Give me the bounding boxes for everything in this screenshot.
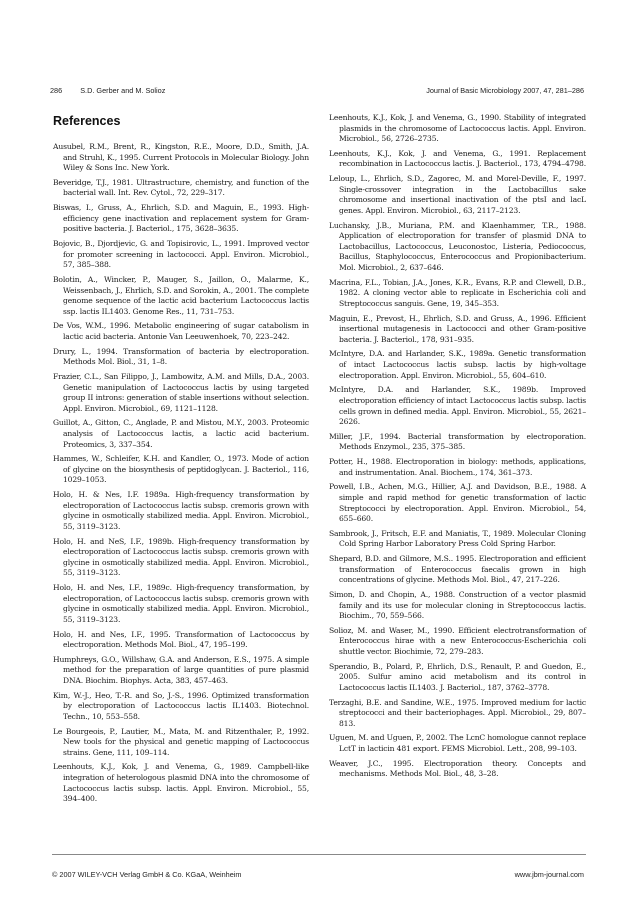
reference-entry: Kim, W.-J., Heo, T.-R. and So, J.-S., 1996. Optimized transformation by electroporation of Lactococcus lactis IL1403. Biotechnol. Techn., 10, 553–558.	[53, 690, 309, 721]
reference-entry: Luchansky, J.B., Muriana, P.M. and Klaenhammer, T.R., 1988. Application of electroporation for transfer of plasmid DNA to Lactobacillus, Lactococcus, Leuconostoc, Listeria, Pediococcus, Bacillus, Staphylococcus, Enterococcus and Propionibacterium. Mol. Microbiol., 2, 637–646.	[329, 220, 586, 272]
reference-entry: Sambrook, J., Fritsch, E.F. and Maniatis, T., 1989. Molecular Cloning Cold Spring Harbor Laboratory Press Cold Spring Harbor.	[329, 528, 586, 549]
footer-rule	[52, 854, 586, 855]
header-authors: S.D. Gerber and M. Solioz	[80, 86, 166, 95]
reference-entry: Macrina, F.L., Tobian, J.A., Jones, K.R., Evans, R.P. and Clewell, D.B., 1982. A cloning vector able to replicate in Escherichia coli and Streptococcus sanguis. Gene, 19, 345–353.	[329, 277, 586, 308]
references-heading: References	[53, 114, 121, 128]
reference-entry: Leenhouts, K.J., Kok, J. and Venema, G., 1989. Campbell-like integration of heterologous plasmid DNA into the chromosome of Lactococcus lactis subsp. lactis. Appl. Environ. Microbiol., 55, 394–400.	[53, 762, 309, 804]
reference-entry: McIntyre, D.A. and Harlander, S.K., 1989b. Improved electroporation efficiency of intact Lactococcus lactis subsp. lactis cells grown in defined media. Appl. Environ. Microbiol., 55, 2621–2626.	[329, 385, 586, 427]
reference-entry: Holo, H. & Nes, I.F. 1989a. High-frequency transformation by electroporation of Lactococcus lactis subsp. cremoris grown with glycine in osmotically stabilized media. Appl. Environ. Microbiol., 55, 3119–3123.	[53, 490, 309, 531]
reference-entry: Simon, D. and Chopin, A., 1988. Construction of a vector plasmid family and its use for molecular cloning in Streptococcus lactis. Biochim., 70, 559–566.	[329, 589, 586, 621]
references-column-left	[53, 142, 309, 809]
reference-entry: Humphreys, G.O., Willshaw, G.A. and Anderson, E.S., 1975. A simple method for the preparation of large quantities of pure plasmid DNA. Biochim. Biophys. Acta, 383, 457–463.	[53, 654, 309, 686]
header-journal: Journal of Basic Microbiology 2007, 47, 281–286	[426, 86, 584, 95]
reference-entry: Terzaghi, B.E. and Sandine, W.E., 1975. Improved medium for lactic streptococci and their bacteriophages. Appl. Microbiol., 29, 807–813.	[329, 697, 586, 728]
references-column-right	[329, 113, 586, 784]
reference-entry: De Vos, W.M., 1996. Metabolic engineering of sugar catabolism in lactic acid bacteria. Antonie Van Leeuwenhoek, 70, 223–242.	[53, 321, 309, 341]
reference-entry: Shepard, B.D. and Gilmore, M.S.. 1995. Electroporation and efficient transformation of Enterococcus faecalis grown in high concentrations of glycine. Methods Mol. Biol., 47, 217–226.	[329, 554, 586, 585]
footer-url[interactable]: www.jbm-journal.com	[514, 870, 584, 879]
reference-entry: Beveridge, T.J., 1981. Ultrastructure, chemistry, and function of the bacterial wall. Int. Rev. Cytol., 72, 229–317.	[53, 177, 309, 198]
reference-entry: McIntyre, D.A. and Harlander, S.K., 1989a. Genetic transformation of intact Lactococcus lactis subsp. lactis by high-voltage electroporation. Appl. Environ. Microbiol., 55, 604–610.	[329, 349, 586, 380]
reference-entry: Biswas, I., Gruss, A., Ehrlich, S.D. and Maguin, E., 1993. High-efficiency gene inactivation and replacement system for Gram-positive bacteria. J. Bacteriol., 175, 3628–3635.	[53, 203, 309, 234]
running-header-left	[50, 86, 165, 95]
reference-entry: Frazier, C.L., San Filippo, J., Lambowitz, A.M. and Mills, D.A., 2003. Genetic manipulation of Lactococcus lactis by using targeted group II introns: generation of stable insertions without selection. Appl. Environ. Microbiol., 69, 1121–1128.	[53, 371, 309, 413]
reference-entry: Drury, L., 1994. Transformation of bacteria by electroporation. Methods Mol. Biol., 31, 1–8.	[53, 346, 309, 367]
footer-copyright: © 2007 WILEY-VCH Verlag GmbH & Co. KGaA, Weinheim	[52, 870, 242, 879]
reference-entry: Leenhouts, K.J., Kok, J. and Venema, G., 1991. Replacement recombination in Lactococcus lactis. J. Bacteriol., 173, 4794–4798.	[329, 148, 586, 169]
reference-entry: Guillot, A., Gitton, C., Anglade, P. and Mistou, M.Y., 2003. Proteomic analysis of Lactococcus lactis, a lactic acid bacterium. Proteomics, 3, 337–354.	[53, 418, 309, 449]
reference-entry: Powell, I.B., Achen, M.G., Hillier, A.J. and Davidson, B.E., 1988. A simple and rapid method for genetic transformation of lactic Streptococci by electroporation. Appl. Environ. Microbiol., 54, 655–660.	[329, 482, 586, 524]
reference-entry: Hammes, W., Schleifer, K.H. and Kandler, O., 1973. Mode of action of glycine on the biosynthesis of peptidoglycan. J. Bacteriol., 116, 1029–1053.	[53, 454, 309, 485]
reference-entry: Leloup, L., Ehrlich, S.D., Zagorec, M. and Morel-Deville, F., 1997. Single-crossover integration in the Lactobacillus sake chromosome and insertional inactivation of the ptsI and lacL genes. Appl. Environ. Microbiol., 63, 2117–2123.	[329, 174, 586, 215]
reference-entry: Potter, H., 1988. Electroporation in biology: methods, applications, and instrumentation. Anal. Biochem., 174, 361–373.	[329, 457, 586, 477]
reference-entry: Bojovic, B., Djordjevic, G. and Topisirovic, L., 1991. Improved vector for promoter screening in lactococci. Appl. Environ. Microbiol., 57, 385–388.	[53, 239, 309, 270]
reference-entry: Holo, H. and Nes, I.F., 1989c. High-frequency transformation, by electroporation, of Lactococcus lactis subsp. cremoris grown with glycine in osmotically stabilized media. Appl. Environ. Microbiol., 55, 3119–3123.	[53, 583, 309, 624]
reference-entry: Solioz, M. and Waser, M., 1990. Efficient electrotransformation of Enterococcus hirae with a new Enterococcus-Escherichia coli shuttle vector. Biochimie, 72, 279–283.	[329, 625, 586, 657]
page-number: 286	[50, 86, 63, 95]
reference-entry: Holo, H. and Nes, I.F., 1995. Transformation of Lactococcus by electroporation. Methods Mol. Biol., 47, 195–199.	[53, 629, 309, 650]
reference-entry: Leenhouts, K.J., Kok, J. and Venema, G., 1990. Stability of integrated plasmids in the chromosome of Lactococcus lactis. Appl. Environ. Microbiol., 56, 2726–2735.	[329, 113, 586, 144]
reference-entry: Miller, J.F., 1994. Bacterial transformation by electroporation. Methods Enzymol., 235, 375–385.	[329, 431, 586, 452]
reference-entry: Uguen, M. and Uguen, P., 2002. The LcnC homologue cannot replace LctT in lacticin 481 export. FEMS Microbiol. Lett., 208, 99–103.	[329, 733, 586, 754]
reference-entry: Bolotin, A., Wincker, P., Mauger, S., Jaillon, O., Malarme, K., Weissenbach, J., Ehrlich, S.D. and Sorokin, A., 2001. The complete genome sequence of the lactic acid bacterium Lactococcus lactis ssp. lactis IL1403. Genome Res., 11, 731–753.	[53, 274, 309, 316]
reference-entry: Le Bourgeois, P., Lautier, M., Mata, M. and Ritzenthaler, P., 1992. New tools for the physical and genetic mapping of Lactococcus strains. Gene, 111, 109–114.	[53, 726, 309, 757]
reference-entry: Maguin, E., Prevost, H., Ehrlich, S.D. and Gruss, A., 1996. Efficient insertional mutagenesis in Lactococci and other Gram-positive bacteria. J. Bacteriol., 178, 931–935.	[329, 313, 586, 344]
reference-entry: Sperandio, B., Polard, P., Ehrlich, D.S., Renault, P. and Guedon, E., 2005. Sulfur amino acid metabolism and its control in Lactococcus lactis IL1403. J. Bacteriol., 187, 3762–3778.	[329, 661, 586, 692]
reference-entry: Weaver, J.C., 1995. Electroporation theory. Concepts and mechanisms. Methods Mol. Biol., 48, 3–28.	[329, 758, 586, 779]
reference-entry: Ausubel, R.M., Brent, R., Kingston, R.E., Moore, D.D., Smith, J.A. and Struhl, K., 1995. Current Protocols in Molecular Biology. John Wiley & Sons Inc. New York.	[53, 142, 309, 173]
reference-entry: Holo, H. and NeS, I.F., 1989b. High-frequency transformation by electroporation of Lactococcus lactis subsp. cremoris grown with glycine in osmotically stabilized media. Appl. Environ. Microbiol., 55, 3119–3123.	[53, 536, 309, 578]
